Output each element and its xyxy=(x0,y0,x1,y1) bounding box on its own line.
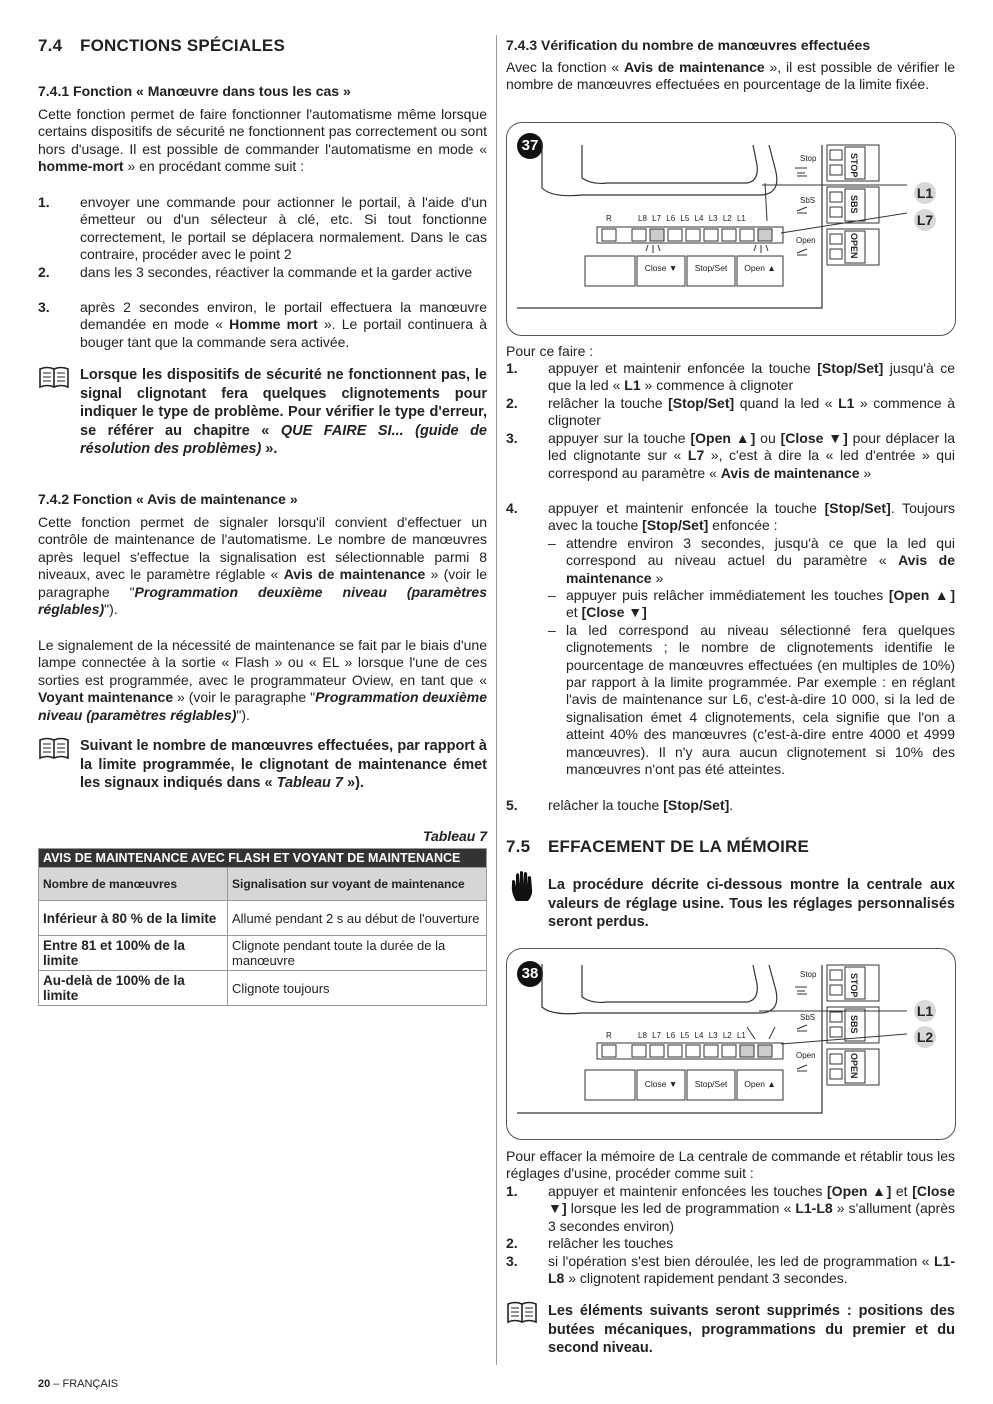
figure-38 xyxy=(506,948,956,1140)
stop-terminal: STOP xyxy=(849,973,859,998)
table-cell: Au-delà de 100% de la limite xyxy=(39,971,228,1006)
stop-set-button: Stop/Set xyxy=(694,263,728,273)
list-item: 5. relâcher la touche [Stop/Set]. xyxy=(506,797,734,813)
deleted-elements-note: Les éléments suivants seront supprimés : positions des butées mécaniques, programmations du premier et du second niveau. xyxy=(548,1303,955,1356)
section-7-4-2-heading: 7.4.2 Fonction « Avis de maintenance » xyxy=(38,491,298,507)
open-terminal: OPEN xyxy=(849,233,859,259)
book-icon xyxy=(38,737,70,761)
section-7-4-3-heading: 7.4.3 Vérification du nombre de manœuvres effectuées xyxy=(506,37,871,53)
list-item: 3. après 2 secondes environ, le portail effectuera la manœuvre demandée en mode « Homme mort ». Le portail continuera à bouger tant que la commande sera activée. xyxy=(38,299,487,350)
book-icon xyxy=(38,366,70,390)
control-board-diagram xyxy=(507,949,955,1139)
page-footer: 20 – FRANÇAIS xyxy=(38,1378,119,1390)
open-button: Open ▲ xyxy=(744,263,776,273)
table-cell: Inférieur à 80 % de la limite xyxy=(39,901,228,936)
section-7-4-1-heading: 7.4.1 Fonction « Manœuvre dans tous les cas » xyxy=(38,83,351,99)
book-icon xyxy=(506,1301,538,1325)
section-7-4-1-intro: Cette fonction permet de faire fonctionner l'automatisme même lorsque certains dispositifs de sécurité ne fonctionnent pas correctement ou sont hors d'usage. Il est possible de commander l'automatisme en mode « homme-mort » en procédant comme suit : xyxy=(38,106,487,175)
led-r-label: R xyxy=(606,1031,612,1040)
open-terminal: OPEN xyxy=(849,1053,859,1079)
stop-terminal: STOP xyxy=(849,153,859,178)
list-item: 2. relâcher la touche [Stop/Set] quand la led « L1 » commence à clignoter xyxy=(506,395,955,429)
led-callout-l1: L1 xyxy=(914,1000,936,1022)
stop-terminal-label: Stop xyxy=(800,154,817,163)
list-item: 4. appuyer et maintenir enfoncée la touche [Stop/Set]. Toujours avec la touche [Stop/Set] enfoncée : – attendre environ 3 secondes, jusqu'à ce que la led qui correspond au niveau actuel du paramètre « Avis de maintenance » – appuyer puis relâcher immédiatement les touches [Open ▲] et [Close ▼] – la led correspond au niveau sélectionné fera quelques clignotements ; le nombre de clignotements identifie le pourcentage de manœuvres effectuées (en multiples de 10%) par rapport à la limite programmée. Par exemple : en réglant l'avis de maintenance sur L6, c'est-à-dire 10 000, si la led de signalisation émet 4 clignotements, cela signifie que l'on a atteint 40% des manœuvres (c'est-à-dire entre 4000 et 4999 manœuvres). Il n'y aura aucun clignotement si 10% des manœuvres n'ont pas été atteintes. xyxy=(506,500,955,778)
section-7-5-heading: 7.5 EFFACEMENT DE LA MÉMOIRE xyxy=(506,837,810,856)
sbs-terminal-label: SbS xyxy=(800,196,816,205)
sbs-terminal-label: SbS xyxy=(800,1013,816,1022)
list-item: 1. appuyer et maintenir enfoncées les touches [Open ▲] et [Close ▼] lorsque les led de programmation « L1-L8 » s'allument (après 3 secondes environ) xyxy=(506,1183,955,1234)
open-button: Open ▲ xyxy=(744,1079,776,1089)
figure-37 xyxy=(506,122,956,336)
table-header: Nombre de manœuvres xyxy=(39,868,228,901)
table-row xyxy=(39,971,487,1006)
list-item: 3. appuyer sur la touche [Open ▲] ou [Close ▼] pour déplacer la led clignotante sur « L7 », c'est à dire la « led d'entrée » qui correspond au paramètre « Avis de maintenance » xyxy=(506,430,955,481)
section-7-4-heading xyxy=(38,36,285,56)
led-callout-l1: L1 xyxy=(914,182,936,204)
memory-reset-warning: La procédure décrite ci-dessous montre la centrale aux valeurs de réglage usine. Tous les réglages personnalisés seront perdus. xyxy=(548,877,955,930)
note-maintenance-signals: Suivant le nombre de manœuvres effectuées, par rapport à la limite programmée, le clignotant de maintenance émet les signaux indiqués dans « Tableau 7 »). xyxy=(80,738,487,791)
sbs-terminal: SBS xyxy=(849,195,859,214)
open-terminal-label: Open xyxy=(796,1051,816,1060)
list-item: 1. appuyer et maintenir enfoncée la touche [Stop/Set] jusqu'à ce que la led « L1 » commence à clignoter xyxy=(506,360,955,394)
figure-number: 37 xyxy=(517,133,543,159)
close-button: Close ▼ xyxy=(644,263,678,273)
note-safety-devices: Lorsque les dispositifs de sécurité ne fonctionnent pas, le signal clignotant fera quelques clignotements pour indiquer le type de problème. Pour vérifier le type d'erreur, se référer au chapitre « QUE FAIRE SI... (guide de résolution des problèmes) ». xyxy=(80,367,487,457)
table-header: Signalisation sur voyant de maintenance xyxy=(228,868,487,901)
hand-warning-icon xyxy=(508,869,540,903)
led-callout-l7: L7 xyxy=(914,209,936,231)
sbs-terminal: SBS xyxy=(849,1015,859,1034)
section-number: 7.4 xyxy=(38,36,63,55)
table-cell: Clignote toujours xyxy=(228,971,487,1006)
led-callout-l2: L2 xyxy=(914,1026,936,1048)
led-labels: L8 L7 L6 L5 L4 L3 L2 L1 xyxy=(638,214,746,223)
table-row xyxy=(39,936,487,971)
control-board-diagram xyxy=(507,123,955,335)
open-terminal-label: Open xyxy=(796,236,816,245)
section-7-4-2-para1: Cette fonction permet de signaler lorsqu'il convient d'effectuer un contrôle de maintenance de l'automatisme. Le nombre de manœuvres après lequel s'effectue la signalisation est sélectionnable parmi 8 niveaux, avec le paramètre réglable « Avis de maintenance » (voir le paragraphe "Programmation deuxième niveau (paramètres réglables)"). xyxy=(38,514,487,618)
section-7-4-3-intro: Avec la fonction « Avis de maintenance », il est possible de vérifier le nombre de manœuvres effectuées en pourcentage de la limite fixée. xyxy=(506,59,955,93)
led-r-label: R xyxy=(606,214,612,223)
procedure-intro: Pour ce faire : xyxy=(506,343,594,359)
table-cell: Allumé pendant 2 s au début de l'ouverture xyxy=(228,901,487,936)
section-title: FONCTIONS SPÉCIALES xyxy=(80,36,285,55)
table-caption: Tableau 7 xyxy=(422,828,487,844)
list-item: 2. relâcher les touches xyxy=(506,1235,674,1251)
list-item: 2. dans les 3 secondes, réactiver la commande et la garder active xyxy=(38,264,473,280)
table-cell: Entre 81 et 100% de la limite xyxy=(39,936,228,971)
led-labels: L8 L7 L6 L5 L4 L3 L2 L1 xyxy=(638,1031,746,1040)
table-cell: Clignote pendant toute la durée de la manœuvre xyxy=(228,936,487,971)
close-button: Close ▼ xyxy=(644,1079,678,1089)
list-item: 3. si l'opération s'est bien déroulée, les led de programmation « L1-L8 » clignotent rapidement pendant 3 secondes. xyxy=(506,1253,955,1287)
table-title: AVIS DE MAINTENANCE AVEC FLASH ET VOYANT DE MAINTENANCE xyxy=(39,849,487,868)
stop-set-button: Stop/Set xyxy=(694,1079,728,1089)
memory-reset-intro: Pour effacer la mémoire de La centrale de commande et rétablir tous les réglages d'usine, procéder comme suit : xyxy=(506,1148,955,1182)
maintenance-table xyxy=(38,848,487,1006)
section-7-4-2-para2: Le signalement de la nécessité de maintenance se fait par le biais d'une lampe connectée à la sortie « Flash » ou « EL » lorsque l'une de ces sorties est programmée, avec le programmateur Oview, en tant que « Voyant maintenance » (voir le paragraphe "Programmation deuxième niveau (paramètres réglables)"). xyxy=(38,637,487,723)
table-row xyxy=(39,901,487,936)
column-divider xyxy=(496,35,497,1365)
list-item: 1. envoyer une commande pour actionner le portail, à l'aide d'un émetteur ou d'un sélecteur à clé, etc. Si tout fonctionne correctement, le portail se déplacera normalement. Dans le cas contraire, procéder avec le point 2 xyxy=(38,194,487,263)
stop-terminal-label: Stop xyxy=(800,970,817,979)
figure-number: 38 xyxy=(517,961,543,987)
